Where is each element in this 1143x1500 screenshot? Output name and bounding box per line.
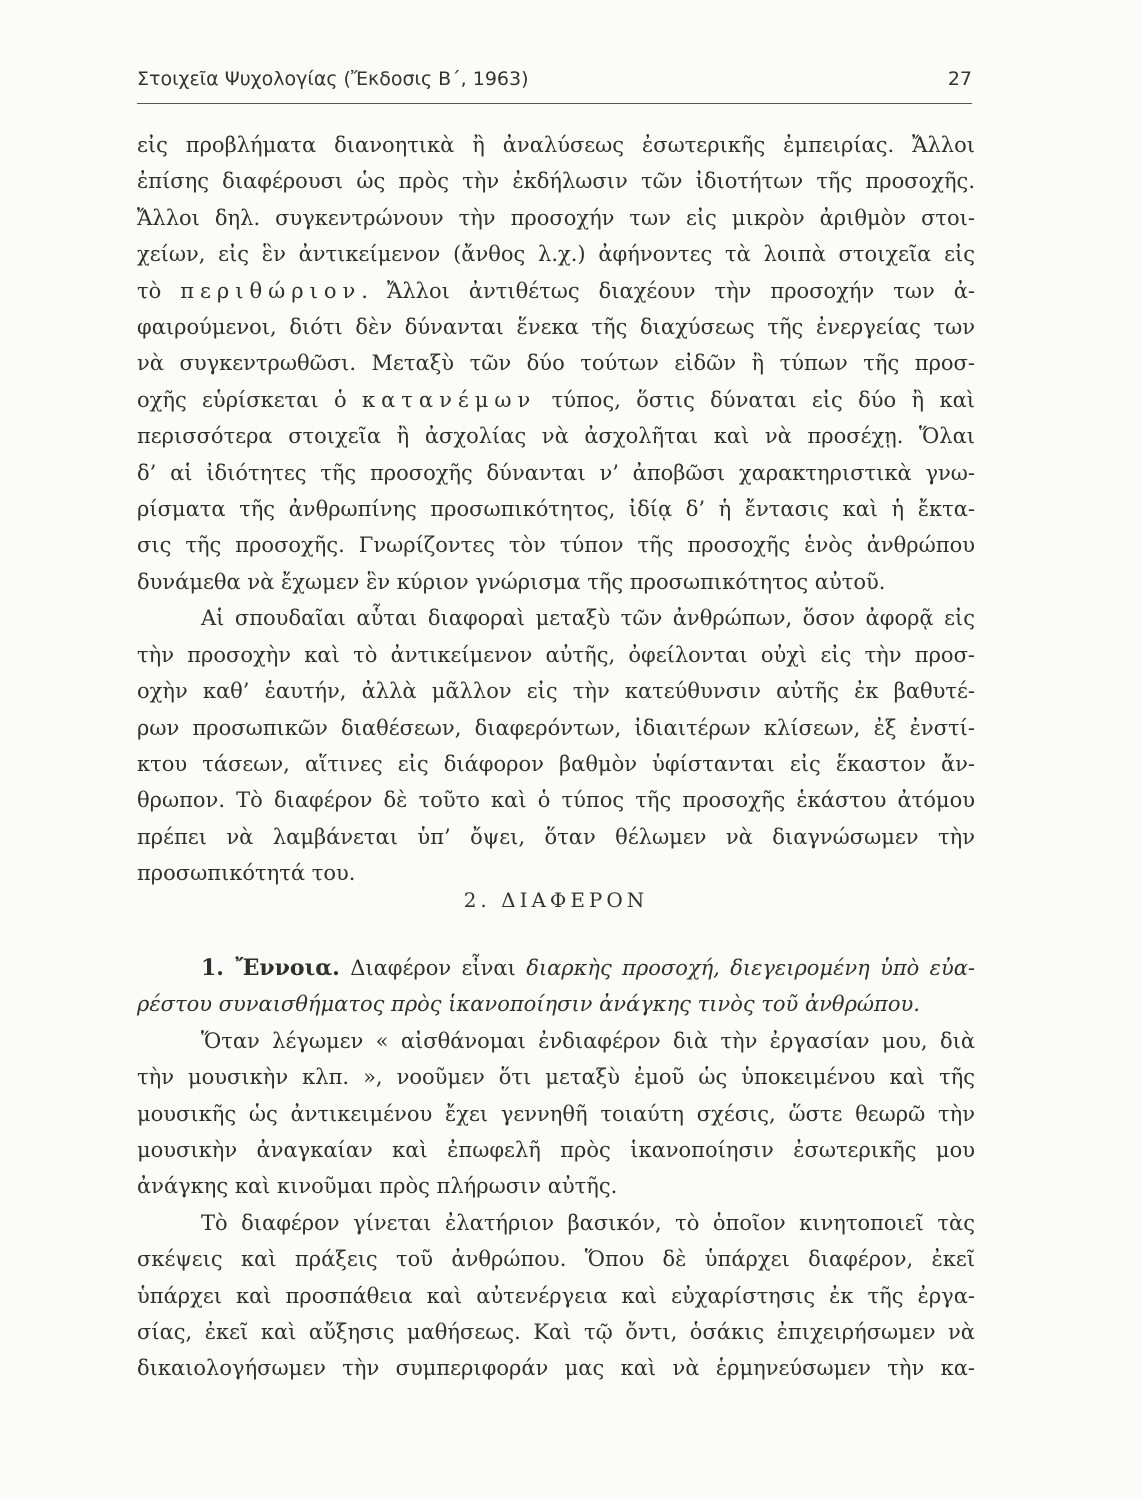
text-line: δ’ αἱ ἰδιότητες τῆς προσοχῆς δύνανται ν’ ἀποβῶσι χαρακτηριστικὰ γνω- bbox=[137, 460, 975, 485]
text-line: ρων προσωπικῶν διαθέσεων, διαφερόντων, ἰδιαιτέρων κλίσεων, ἐξ ἐνστί- bbox=[137, 715, 975, 740]
text-line: τὴν προσοχὴν καὶ τὸ ἀντικείμενον αὐτῆς, ὀφείλονται οὐχὶ εἰς τὴν προσ- bbox=[137, 642, 975, 667]
text-fragment: τὸ bbox=[137, 278, 181, 303]
text-line: πρέπει νὰ λαμβάνεται ὑπ’ ὄψει, ὅταν θέλωμεν νὰ διαγνώσωμεν τὴν bbox=[137, 824, 975, 849]
text-line: προσωπικότητά του. bbox=[137, 861, 356, 886]
spaced-term: κατανέμων bbox=[361, 387, 537, 412]
text-line: Ὅταν λέγωμεν « αἰσθάνομαι ἐνδιαφέρον διὰ τὴν ἐργασίαν μου, διὰ bbox=[201, 1028, 975, 1053]
text-line bbox=[137, 273, 975, 309]
text-fragment: . Ἄλλοι ἀντιθέτως διαχέουν τὴν προσοχήν των ἀ- bbox=[361, 278, 975, 303]
text-line: ρίσματα τῆς ἀνθρωπίνης προσωπικότητος, ἰδίᾳ δ’ ἡ ἔντασις καὶ ἡ ἔκτα- bbox=[137, 497, 975, 522]
text-line: σις τῆς προσοχῆς. Γνωρίζοντες τὸν τύπον τῆς προσοχῆς ἑνὸς ἀνθρώπου bbox=[137, 533, 975, 558]
text-line bbox=[137, 950, 975, 986]
text-line: σίας, ἐκεῖ καὶ αὔξησις μαθήσεως. Καὶ τῷ ὄντι, ὁσάκις ἐπιχειρήσωμεν νὰ bbox=[137, 1320, 975, 1345]
text-fragment: Διαφέρον εἶναι bbox=[339, 956, 527, 980]
text-line: φαιρούμενοι, διότι δὲν δύνανται ἕνεκα τῆς διαχύσεως τῆς ἐνεργείας των bbox=[137, 315, 975, 340]
text-line: σκέψεις καὶ πράξεις τοῦ ἀνθρώπου. Ὅπου δὲ ὑπάρχει διαφέρον, ἐκεῖ bbox=[137, 1247, 975, 1272]
body-text-top bbox=[137, 127, 975, 892]
text-line: ἀνάγκης καὶ κινοῦμαι πρὸς πλήρωσιν αὐτῆς. bbox=[137, 1174, 618, 1199]
text-line bbox=[137, 382, 975, 418]
text-line: οχὴν καθ’ ἑαυτήν, ἀλλὰ μᾶλλον εἰς τὴν κατεύθυνσιν αὐτῆς ἐκ βαθυτέ- bbox=[137, 679, 975, 704]
header-rule bbox=[137, 103, 972, 104]
running-header bbox=[137, 68, 972, 90]
text-line: Ἄλλοι δηλ. συγκεντρώνουν τὴν προσοχήν των εἰς μικρὸν ἀριθμὸν στοι- bbox=[137, 205, 975, 230]
body-text-bottom bbox=[137, 950, 975, 1387]
text-line: κτου τάσεων, αἵτινες εἰς διάφορον βαθμὸν ὑφίστανται εἰς ἕκαστον ἄν- bbox=[137, 751, 975, 776]
text-fragment: τύπος, ὅστις δύναται εἰς δύο ἢ καὶ bbox=[536, 387, 975, 412]
text-line: μουσικὴν ἀναγκαίαν καὶ ἐπωφελῆ πρὸς ἱκανοποίησιν ἐσωτερικῆς μου bbox=[137, 1138, 975, 1163]
text-line: δυνάμεθα νὰ ἔχωμεν ἓν κύριον γνώρισμα τῆς προσωπικότητος αὐτοῦ. bbox=[137, 569, 886, 594]
spaced-term: περιθώριον bbox=[180, 278, 362, 303]
text-line: ἐπίσης διαφέρουσι ὡς πρὸς τὴν ἐκδήλωσιν τῶν ἰδιοτήτων τῆς προσοχῆς. bbox=[137, 169, 975, 194]
text-line: περισσότερα στοιχεῖα ἢ ἀσχολίας νὰ ἀσχολῆται καὶ νὰ προσέχῃ. Ὅλαι bbox=[137, 424, 975, 449]
page-number: 27 bbox=[947, 68, 972, 90]
section-heading: 2. ΔΙΑΦΕΡΟΝ bbox=[463, 888, 649, 912]
definition-text: διαρκὴς προσοχή, διεγειρομένη ὑπὸ εὐα- bbox=[526, 956, 975, 980]
text-line: δικαιολογήσωμεν τὴν συμπεριφοράν μας καὶ νὰ ἑρμηνεύσωμεν τὴν κα- bbox=[137, 1356, 975, 1381]
header-title: Στοιχεῖα Ψυχολογίας (Ἔκδοσις Β΄, 1963) bbox=[137, 68, 529, 90]
text-line: Αἱ σπουδαῖαι αὗται διαφοραὶ μεταξὺ τῶν ἀνθρώπων, ὅσον ἀφορᾷ εἰς bbox=[201, 606, 975, 631]
text-line: μουσικῆς ὡς ἀντικειμένου ἔχει γεννηθῆ τοιαύτη σχέσις, ὥστε θεωρῶ τὴν bbox=[137, 1101, 975, 1126]
text-line: νὰ συγκεντρωθῶσι. Μεταξὺ τῶν δύο τούτων εἰδῶν ἢ τύπων τῆς προσ- bbox=[137, 351, 975, 376]
text-line: ὑπάρχει καὶ προσπάθεια καὶ αὐτενέργεια καὶ εὐχαρίστησις ἐκ τῆς ἐργα- bbox=[137, 1283, 975, 1308]
text-line: τὴν μουσικὴν κλπ. », νοοῦμεν ὅτι μεταξὺ ἐμοῦ ὡς ὑποκειμένου καὶ τῆς bbox=[137, 1065, 975, 1090]
text-line: Τὸ διαφέρον γίνεται ἐλατήριον βασικόν, τὸ ὁποῖον κινητοποιεῖ τὰς bbox=[201, 1210, 975, 1235]
text-line: εἰς προβλήματα διανοητικὰ ἢ ἀναλύσεως ἐσωτερικῆς ἐμπειρίας. Ἄλλοι bbox=[137, 133, 975, 157]
text-fragment: οχῆς εὑρίσκεται ὁ bbox=[137, 387, 362, 412]
subsection-title: 1. Ἔννοια. bbox=[201, 955, 340, 981]
text-line: χείων, εἰς ἓν ἀντικείμενον (ἄνθος λ.χ.) ἀφήνοντες τὰ λοιπὰ στοιχεῖα εἰς bbox=[137, 242, 975, 267]
text-line: θρωπον. Τὸ διαφέρον δὲ τοῦτο καὶ ὁ τύπος τῆς προσοχῆς ἑκάστου ἀτόμου bbox=[137, 788, 975, 813]
definition-text: ρέστου συναισθήματος πρὸς ἱκανοποίησιν ἀνάγκης τινὸς τοῦ ἀνθρώπου. bbox=[137, 992, 920, 1017]
